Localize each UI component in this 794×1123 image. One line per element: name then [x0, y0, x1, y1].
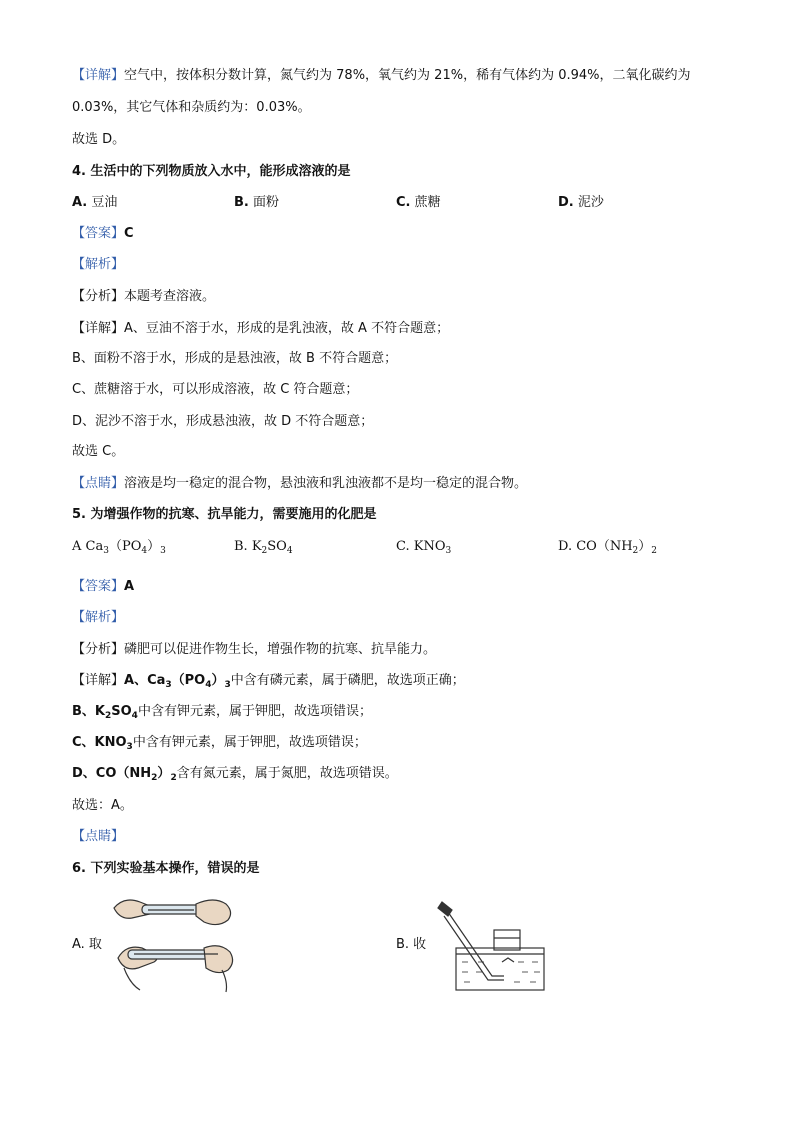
q5-detail-d: D、$CO(NH_2)_2$含有氮元素，属于氮肥，故选项错误。 [72, 766, 398, 783]
q4-option-d: D. 泥沙 [558, 195, 604, 210]
q4-detail-d: D、泥沙不溶于水，形成悬浊液，故 D 不符合题意； [72, 414, 374, 429]
q4-option-a: A. 豆油 [72, 195, 118, 210]
q5-option-b: B. $K_2SO_4$ [234, 539, 293, 556]
hands-test-tube-illustration [108, 886, 244, 998]
q5-option-c: C. $KNO_3$ [396, 539, 452, 556]
question-4-stem: 4. 生活中的下列物质放入水中，能形成溶液的是 [72, 164, 351, 179]
gas-collection-illustration [432, 900, 548, 996]
choose-line-q3: 故选 D。 [72, 132, 126, 147]
q4-fenxi: 【分析】本题考查溶液。 [72, 289, 216, 304]
q4-answer: 【答案】C [72, 226, 134, 241]
q4-option-c: C. 蔗糖 [396, 195, 441, 210]
q4-choose: 故选 C。 [72, 444, 125, 459]
q5-dianjing: 【点睛】 [72, 829, 125, 844]
detail-line-1 [72, 67, 691, 85]
q4-option-b: B. 面粉 [234, 195, 280, 210]
question-6-stem: 6. 下列实验基本操作，错误的是 [72, 861, 260, 876]
q5-detail-b: B、$K_2SO_4$中含有钾元素，属于钾肥，故选项错误； [72, 704, 372, 721]
q5-option-d: D. $CO(NH_2)_2$ [558, 539, 658, 556]
q6-option-a-label: A. 取 [72, 937, 102, 952]
detail-text: 空气中，按体积分数计算，氮气约为 78%，氧气约为 21%，稀有气体约为 0.94%，二氧化碳约为 [124, 68, 691, 83]
detail-line-2: 0.03%，其它气体和杂质约为：0.03%。 [72, 100, 311, 115]
q5-detail-c: C、$KNO_3$中含有钾元素，属于钾肥，故选项错误； [72, 735, 367, 752]
detail-tag: 【详解】 [72, 68, 125, 83]
q5-answer: 【答案】A [72, 579, 135, 594]
q5-analysis-tag: 【解析】 [72, 610, 125, 625]
q5-choose: 故选：A。 [72, 798, 133, 813]
q5-fenxi: 【分析】磷肥可以促进作物生长，增强作物的抗寒、抗旱能力。 [72, 642, 437, 657]
q4-dianjing: 【点睛】溶液是均一稳定的混合物，悬浊液和乳浊液都不是均一稳定的混合物。 [72, 476, 528, 491]
q5-option-a: A $Ca_3(PO_4)_3$ [72, 539, 166, 556]
q5-detail-a: 【详解】A、$Ca_3(PO_4)_3$中含有磷元素，属于磷肥，故选项正确； [72, 673, 465, 690]
q4-analysis-tag: 【解析】 [72, 257, 125, 272]
q4-detail-c: C、蔗糖溶于水，可以形成溶液，故 C 符合题意； [72, 382, 359, 397]
q4-detail-a: 【详解】A、豆油不溶于水，形成的是乳浊液，故 A 不符合题意； [72, 321, 450, 336]
q4-detail-b: B、面粉不溶于水，形成的是悬浊液，故 B 不符合题意； [72, 351, 398, 366]
q6-option-b-label: B. 收 [396, 937, 427, 952]
question-5-stem: 5. 为增强作物的抗寒、抗旱能力，需要施用的化肥是 [72, 507, 377, 522]
